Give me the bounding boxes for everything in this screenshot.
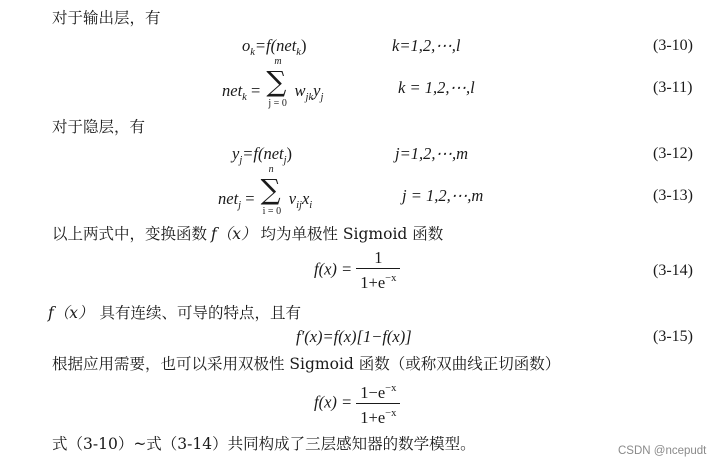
equation-3-14: f(x) = $\frac{1}{1+e^{-x}}$ — [314, 250, 400, 291]
csdn-watermark: CSDN @ncepudt — [618, 445, 707, 457]
equation-number-3-12: (3-12) — [653, 145, 693, 162]
equation-number-3-15: (3-15) — [653, 328, 693, 345]
equation-3-11: net$_k$ = ∑ m j = 0 $w_{jk}y_j$ — [222, 56, 324, 109]
equation-3-10: $o_k=f(net_k)$ — [242, 36, 307, 58]
equation-number-3-14: (3-14) — [653, 262, 693, 279]
equation-number-3-13: (3-13) — [653, 187, 693, 204]
equation-3-12-range: j=1,2,⋯,m — [395, 144, 469, 163]
equation-3-13: net$_j$ = ∑ n i = 0 $v_{ij}x_i$ — [218, 164, 313, 217]
paragraph-output-layer: 对于输出层，有 — [52, 9, 161, 27]
paragraph-hidden-layer: 对于隐层，有 — [52, 118, 146, 136]
summation-symbol: ∑ n i = 0 — [260, 164, 282, 217]
equation-3-12: $y_j=f(net_j)$ — [232, 144, 293, 166]
equation-3-15: f′(x)=f(x)[1−f(x)] — [296, 327, 412, 346]
summation-symbol: ∑ m j = 0 — [266, 56, 287, 109]
equation-number-3-11: (3-11) — [653, 79, 693, 96]
equation-bipolar-sigmoid: f(x) = $\frac{1-e^{-x}}{1+e^{-x}}$ — [314, 381, 400, 426]
equation-3-10-range: k=1,2,⋯,l — [392, 36, 461, 55]
equation-3-13-range: j = 1,2,⋯,m — [402, 186, 484, 205]
paragraph-derivative-intro: f（x） 具有连续、可导的特点，且有 — [48, 304, 301, 322]
paragraph-sigmoid-intro: 以上两式中，变换函数 f（x） 均为单极性 Sigmoid 函数 — [52, 225, 444, 243]
equation-number-3-10: (3-10) — [653, 37, 693, 54]
fraction: $\frac{1}{1+e^{-x}}$ — [356, 250, 400, 291]
paragraph-bipolar-sigmoid: 根据应用需要，也可以采用双极性 Sigmoid 函数（或称双曲线正切函数） — [52, 355, 561, 373]
equation-3-11-range: k = 1,2,⋯,l — [398, 78, 475, 97]
paragraph-summary: 式（3-10）~式（3-14）共同构成了三层感知器的数学模型。 — [52, 435, 476, 453]
fraction: $\frac{1-e^{-x}}{1+e^{-x}}$ — [356, 381, 400, 426]
